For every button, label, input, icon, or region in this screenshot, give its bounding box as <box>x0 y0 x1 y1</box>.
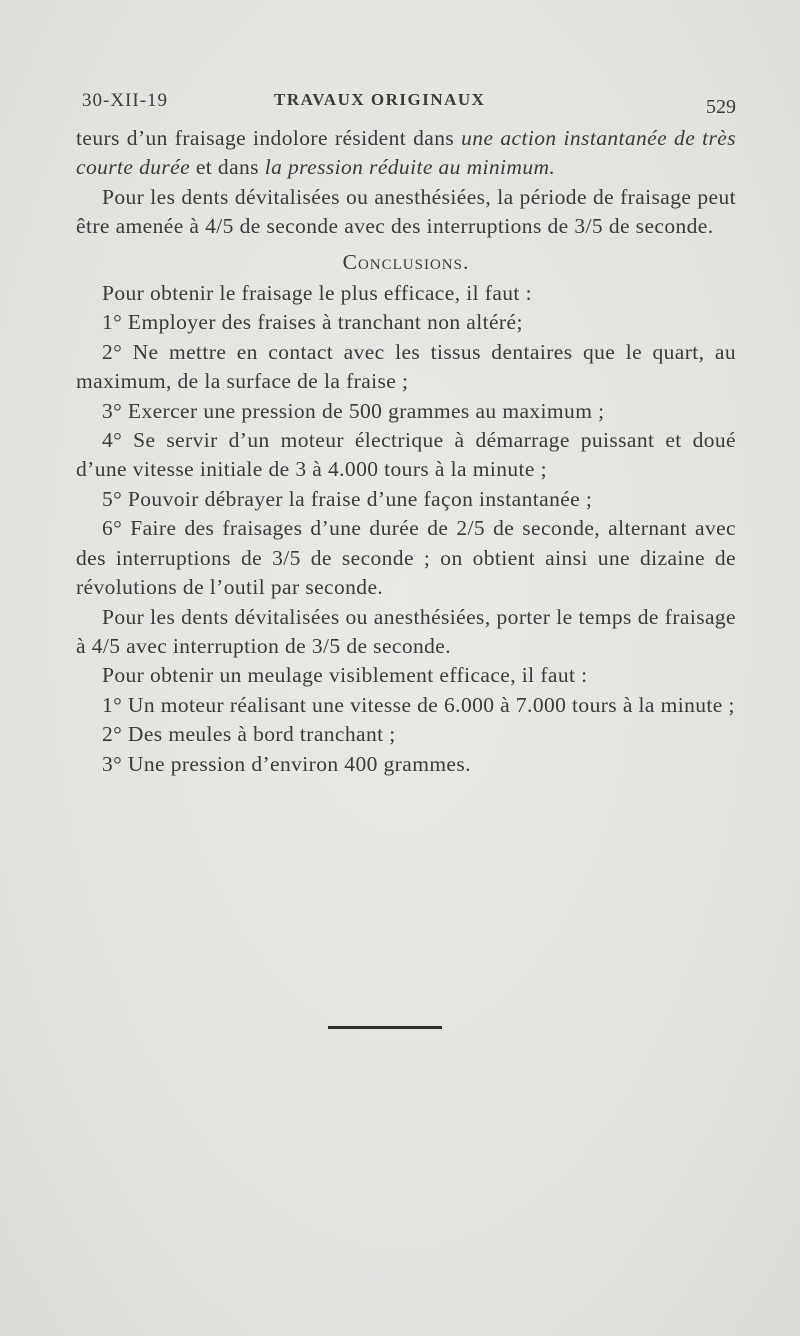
list-item: 2° Ne mettre en contact avec les tissus dentaires que le quart, au maximum, de la surface de la fraise ; <box>76 339 736 394</box>
end-rule-divider <box>328 1026 442 1029</box>
list-item: 5° Pouvoir débrayer la fraise d’une façon instantanée ; <box>102 486 593 511</box>
header-section-title: TRAVAUX ORIGINAUX <box>274 90 486 109</box>
list-item: 3° Une pression d’environ 400 grammes. <box>102 751 471 776</box>
text-run: teurs d’un fraisage indolore résident dans <box>76 126 462 150</box>
text-run: et dans <box>190 155 265 180</box>
emphasis-text: une action instantanée de très courte durée <box>76 126 736 180</box>
paragraph: Pour obtenir un meulage visiblement efficace, il faut : <box>102 663 588 688</box>
running-header <box>82 84 736 120</box>
list-item: 6° Faire des fraisages d’une durée de 2/5 de seconde, alternant avec des interruptions de 3/5 de seconde ; on obtient ainsi une dizaine de révolutions de l’outil par seconde. <box>76 516 736 600</box>
list-item: 3° Exercer une pression de 500 grammes au maximum ; <box>102 398 605 423</box>
list-item: 2° Des meules à bord tranchant ; <box>102 722 396 747</box>
list-item: 1° Un moteur réalisant une vitesse de 6.000 à 7.000 tours à la minute ; <box>102 692 735 717</box>
paragraph: Pour les dents dévitalisées ou anesthésiées, la période de fraisage peut être amenée à 4/5 de seconde avec des interruptions de 3/5 de seconde. <box>76 184 736 239</box>
header-date: 30-XII-19 <box>82 90 169 111</box>
paragraph: Pour obtenir le fraisage le plus efficace, il faut : <box>102 281 532 306</box>
section-heading: Conclusions. <box>342 249 470 274</box>
paragraph-continuation <box>76 124 736 183</box>
list-item: 1° Employer des fraises à tranchant non altéré; <box>102 310 523 335</box>
list-item: 4° Se servir d’un moteur électrique à démarrage puissant et doué d’une vitesse initiale de 3 à 4.000 tours à la minute ; <box>76 428 736 482</box>
emphasis-text: la pression réduite au minimum. <box>264 155 556 180</box>
paragraph: Pour les dents dévitalisées ou anesthésiées, porter le temps de fraisage à 4/5 avec interruption de 3/5 de seconde. <box>76 604 736 658</box>
body-text <box>76 124 736 779</box>
page-number: 529 <box>706 96 736 118</box>
